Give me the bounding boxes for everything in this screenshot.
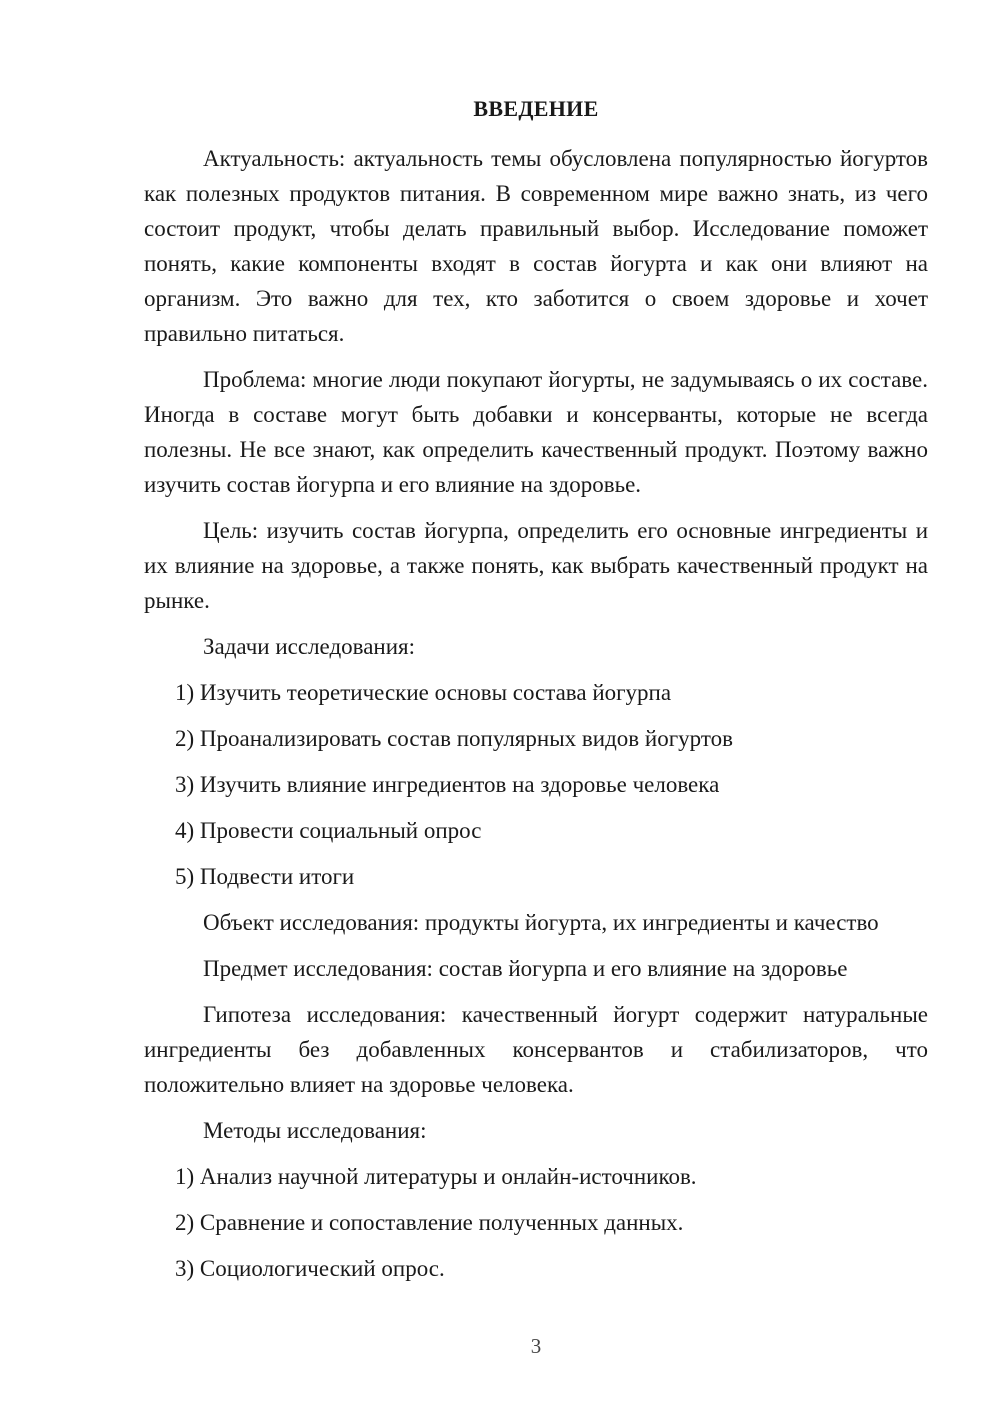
object-paragraph: Объект исследования: продукты йогурта, их ингредиенты и качество	[203, 910, 879, 935]
problem-paragraph: Проблема: многие люди покупают йогурты, не задумываясь о их составе. Иногда в составе могут быть добавки и консерванты, которые не всегда полезны. Не все знают, как определить качественный продукт. Поэтому важно изучить состав йогурпа и его влияние на здоровье.	[144, 367, 928, 497]
hypothesis-paragraph: Гипотеза исследования: качественный йогурт содержит натуральные ингредиенты без добавленных консервантов и стабилизаторов, что положительно влияет на здоровье человека.	[144, 1002, 928, 1097]
page-title: ВВЕДЕНИЕ	[473, 96, 599, 121]
method-item: 1) Анализ научной литературы и онлайн-источников.	[175, 1164, 697, 1189]
tasks-heading: Задачи исследования:	[203, 634, 416, 659]
task-item: 2) Проанализировать состав популярных видов йогуртов	[175, 726, 733, 751]
task-item: 5) Подвести итоги	[175, 864, 355, 889]
relevance-paragraph: Актуальность: актуальность темы обусловлена популярностью йогуртов как полезных продуктов питания. В современном мире важно знать, из чего состоит продукт, чтобы делать правильный выбор. Исследование поможет понять, какие компоненты входят в состав йогурта и как они влияют на организм. Это важно для тех, кто заботится о своем здоровье и хочет правильно питаться.	[144, 146, 928, 346]
task-item: 4) Провести социальный опрос	[175, 818, 482, 843]
methods-heading: Методы исследования:	[203, 1118, 427, 1143]
document-body	[144, 141, 928, 1297]
subject-paragraph: Предмет исследования: состав йогурпа и его влияние на здоровье	[203, 956, 848, 981]
task-item: 3) Изучить влияние ингредиентов на здоровье человека	[175, 772, 720, 797]
task-item: 1) Изучить теоретические основы состава йогурпа	[175, 680, 672, 705]
method-item: 3) Социологический опрос.	[175, 1256, 445, 1281]
page-number: 3	[530, 1334, 542, 1358]
goal-paragraph: Цель: изучить состав йогурпа, определить его основные ингредиенты и их влияние на здоровье, а также понять, как выбрать качественный продукт на рынке.	[144, 518, 928, 613]
method-item: 2) Сравнение и сопоставление полученных данных.	[175, 1210, 684, 1235]
